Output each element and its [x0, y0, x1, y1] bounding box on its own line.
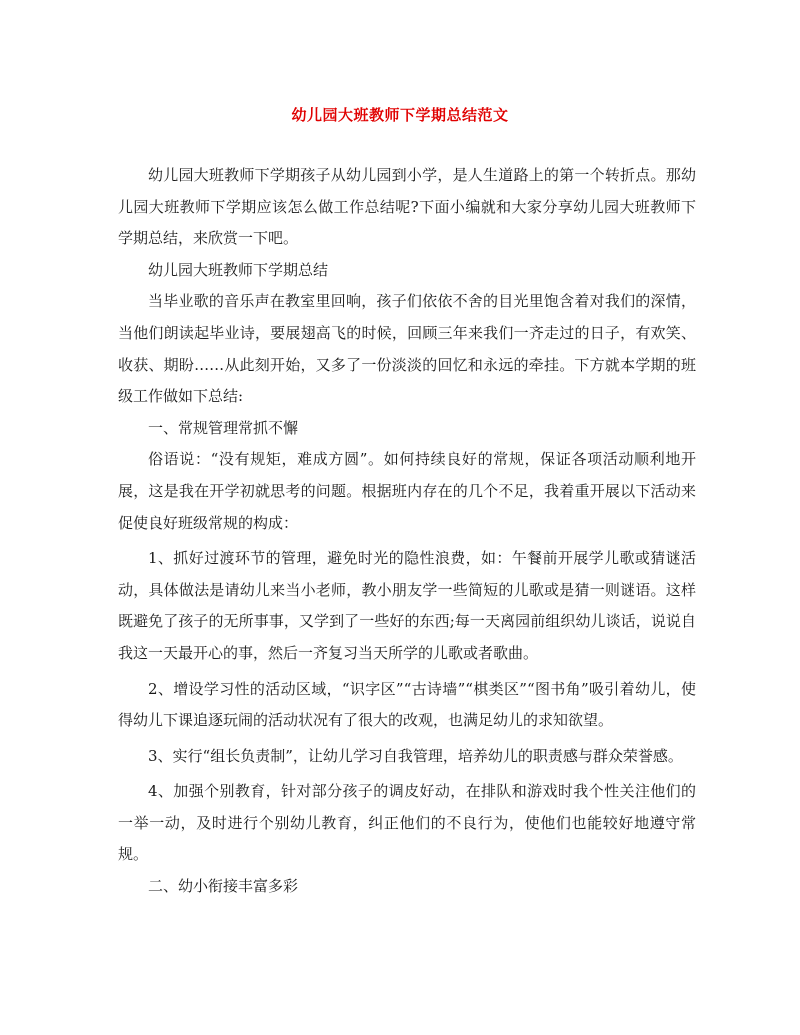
document-title: 幼儿园大班教师下学期总结范文 [291, 106, 509, 124]
list-item-1: 1、抓好过渡环节的管理，避免时光的隐性浪费，如：午餐前开展学儿歌或猜谜活动，具体做法是请幼儿来当小老师，教小朋友学一些简短的儿歌或是猜一则谜语。这样既避免了孩子的无所事事，又学到了一些好的东西;每一天离园前组织幼儿谈话，说说自我这一天最开心的事，然后一齐复习当天所学的儿歌或者歌曲。 [118, 549, 696, 662]
list-item-3: 3、实行“组长负责制”，让幼儿学习自我管理，培养幼儿的职责感与群众荣誉感。 [148, 746, 683, 765]
opening-paragraph: 当毕业歌的音乐声在教室里回响，孩子们依依不舍的目光里饱含着对我们的深情，当他们朗读起毕业诗，要展翅高飞的时候，回顾三年来我们一齐走过的日子，有欢笑、收获、期盼……从此刻开始，又多了一份淡淡的回忆和永远的牵挂。下方就本学期的班级工作做如下总结: [118, 292, 696, 406]
section-heading-transition: 二、幼小衔接丰富多彩 [148, 877, 299, 896]
document-body [118, 160, 696, 903]
section-heading-routine: 一、常规管理常抓不懈 [148, 418, 299, 437]
summary-heading: 幼儿园大班教师下学期总结 [148, 260, 329, 279]
list-item-2: 2、增设学习性的活动区域，“识字区”“古诗墙”“棋类区”“图书角”吸引着幼儿，使得幼儿下课追逐玩闹的活动状况有了很大的改观，也满足幼儿的求知欲望。 [118, 679, 696, 730]
routine-paragraph: 俗语说：“没有规矩，难成方圆”。如何持续良好的常规，保证各项活动顺利地开展，这是我在开学初就思考的问题。根据班内存在的几个不足，我着重开展以下活动来促使良好班级常规的构成： [118, 450, 696, 532]
list-item-4: 4、加强个别教育，针对部分孩子的调皮好动，在排队和游戏时我个性关注他们的一举一动，及时进行个别幼儿教育，纠正他们的不良行为，使他们也能较好地遵守常规。 [118, 782, 696, 864]
intro-paragraph: 幼儿园大班教师下学期孩子从幼儿园到小学，是人生道路上的第一个转折点。那幼儿园大班教师下学期应该怎么做工作总结呢?下面小编就和大家分享幼儿园大班教师下学期总结，来欣赏一下吧。 [118, 166, 696, 248]
